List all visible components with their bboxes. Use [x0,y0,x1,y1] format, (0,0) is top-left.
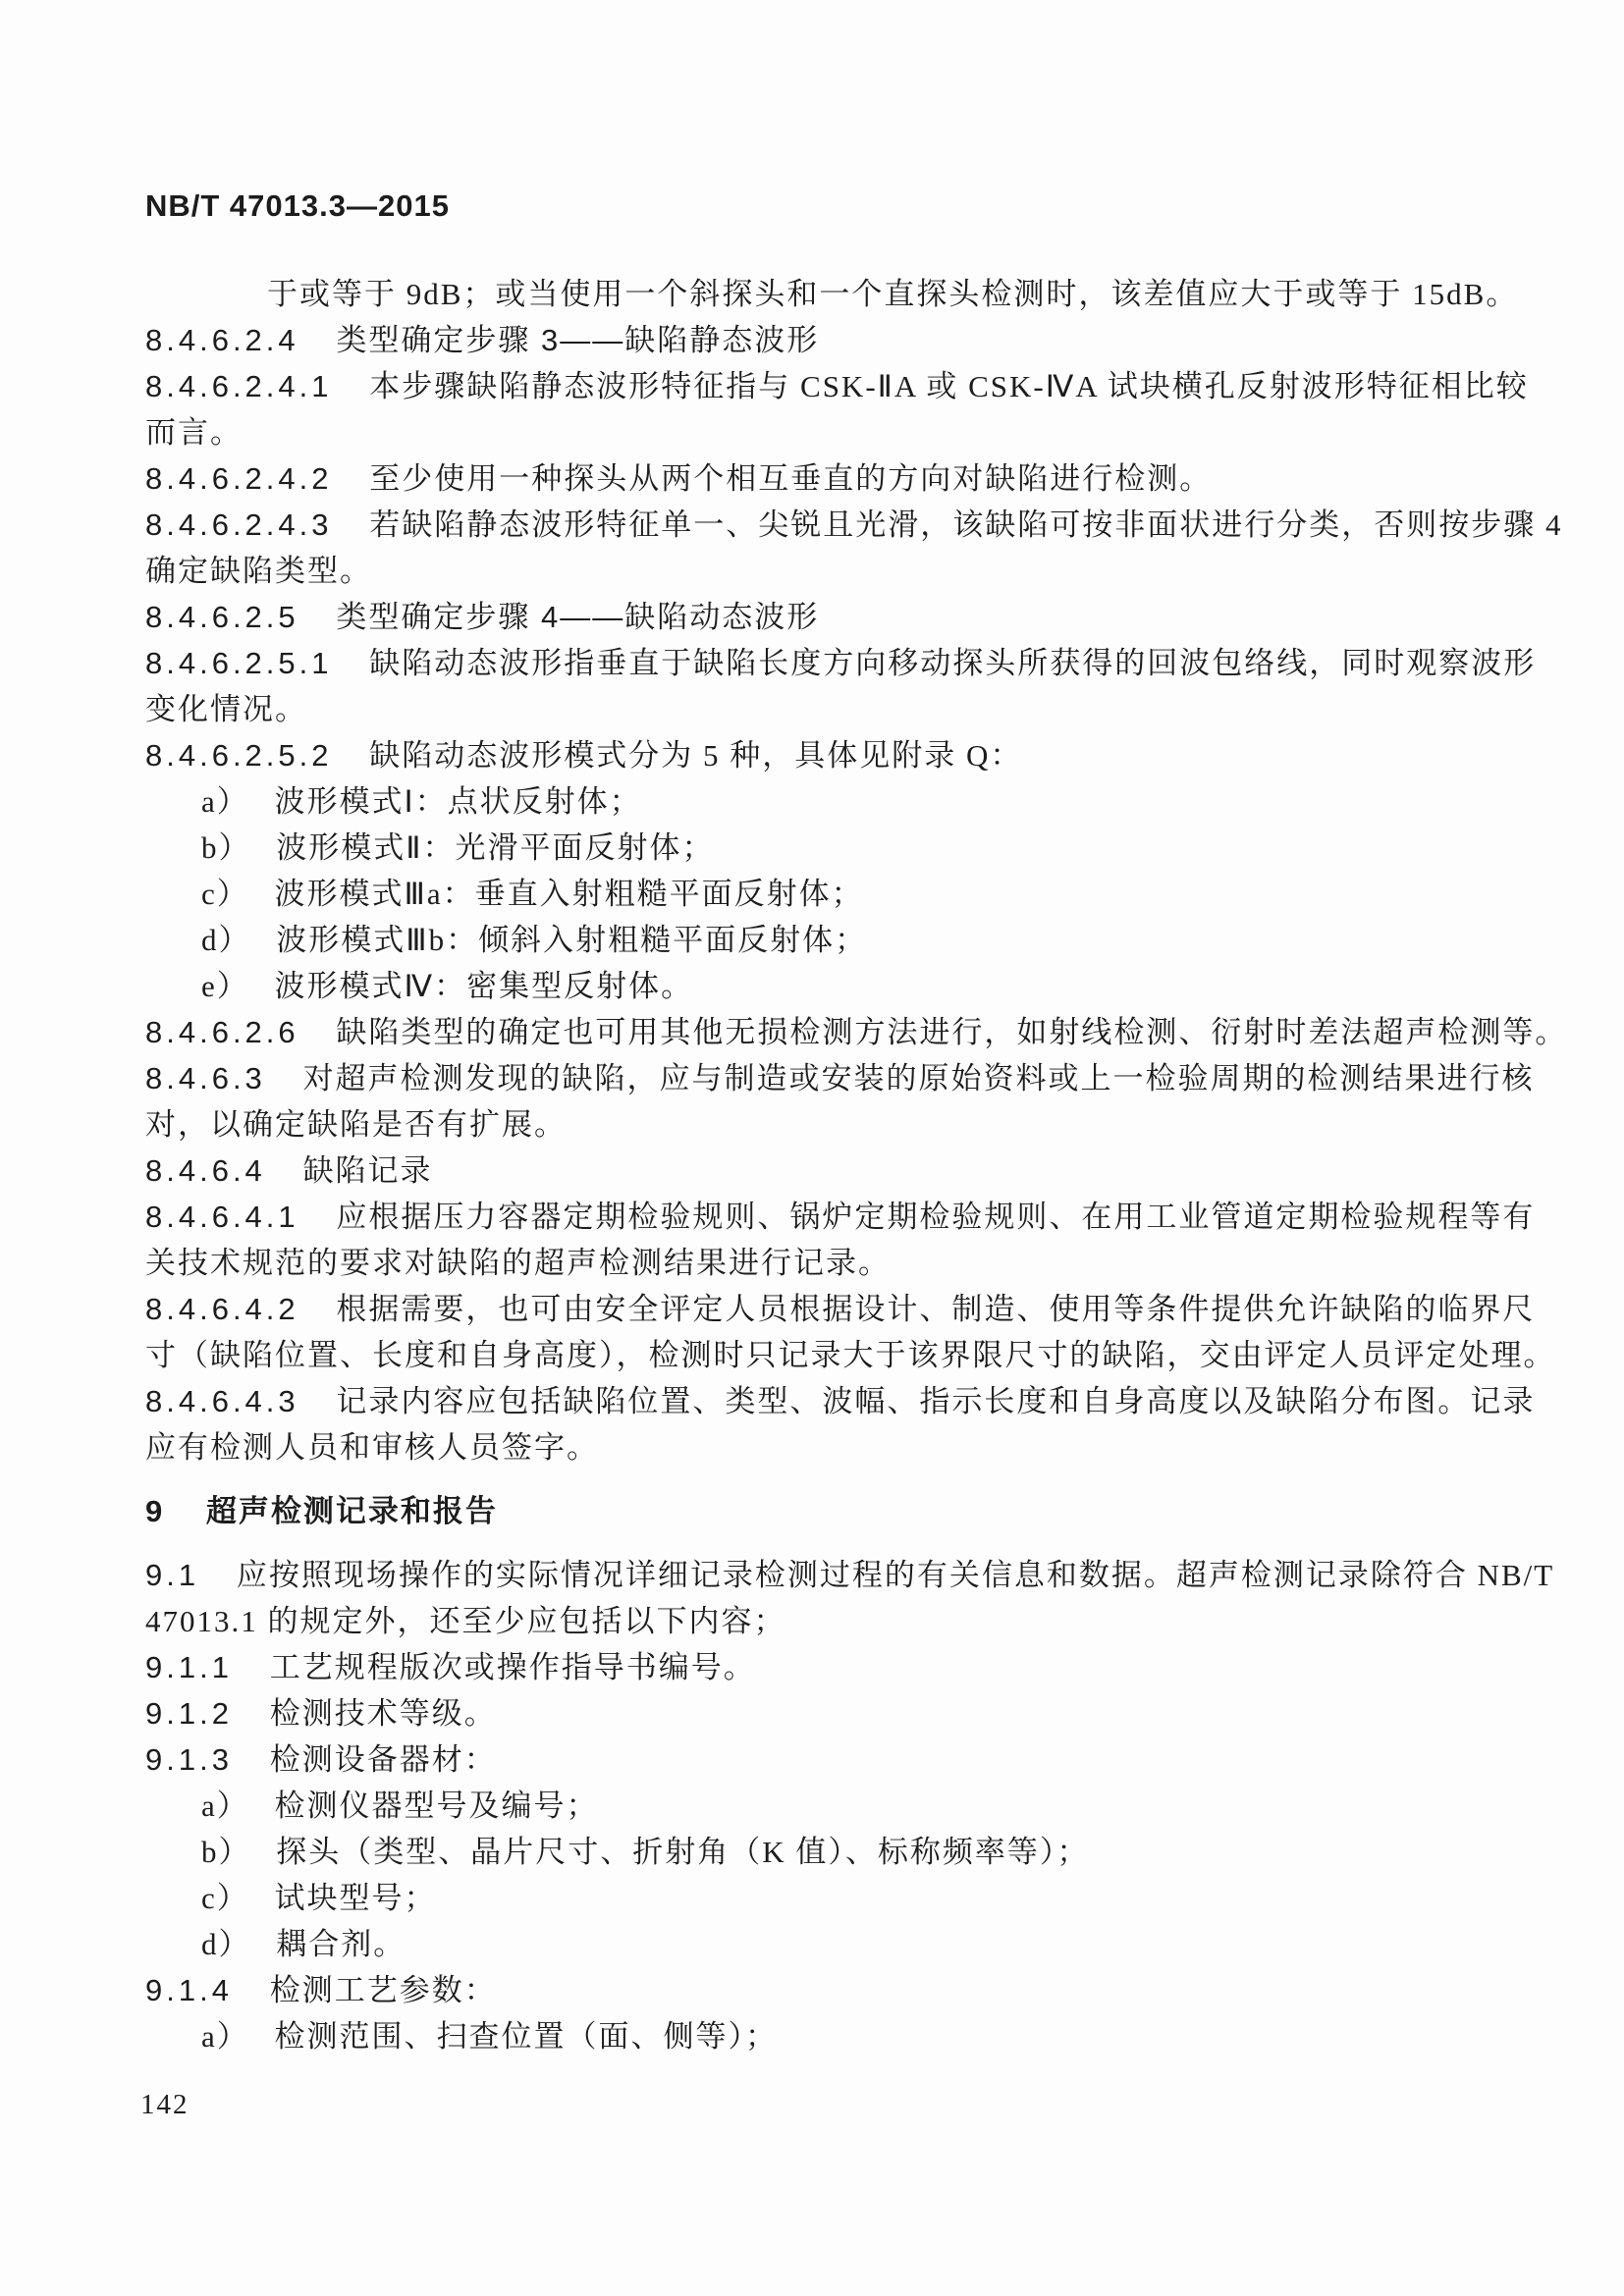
line-text: 试块型号； [274,1881,437,1915]
text-line [145,825,1540,871]
line-text: 超声检测记录和报告 [205,1494,498,1528]
text-line [145,271,1540,317]
line-text: 类型确定步骤 3——缺陷静态波形 [336,323,820,357]
line-text: 对超声检测发现的缺陷，应与制造或安装的原始资料或上一检验周期的检测结果进行核 [302,1061,1535,1095]
list-marker: d） [201,1927,251,1961]
clause-number: 8.4.6.4.1 [145,1200,299,1234]
clause-number: 9.1.3 [145,1742,233,1777]
document-body [145,271,1568,2059]
line-text: 应根据压力容器定期检验规则、锅炉定期检验规则、在用工业管道定期检验规程等有 [336,1200,1536,1234]
line-text: 检测仪器型号及编号； [274,1789,599,1823]
text-line [145,363,1540,409]
line-text: 确定缺陷类型。 [145,554,372,588]
text-line [145,1552,1555,1598]
list-marker: b） [201,830,251,865]
text-line [145,1690,1540,1736]
list-marker: a） [201,784,249,819]
text-line [145,1829,1540,1875]
text-line [145,1101,1540,1148]
line-text: 根据需要，也可由安全评定人员根据设计、制造、使用等条件提供允许缺陷的临界尺 [336,1292,1536,1326]
line-text: 探头（类型、晶片尺寸、折射角（K 值）、标称频率等）； [276,1835,1090,1869]
text-line [145,871,1540,917]
list-marker: c） [201,877,249,911]
line-text: 应按照现场操作的实际情况详细记录检测过程的有关信息和数据。超声检测记录除符合 NB/T [236,1558,1555,1592]
text-line [145,1194,1540,1240]
list-marker: d） [201,923,251,957]
text-line [145,686,1540,732]
line-text: 47013.1 的规定外，还至少应包括以下内容； [145,1604,786,1638]
line-text: 记录内容应包括缺陷位置、类型、波幅、指示长度和自身高度以及缺陷分布图。记录 [336,1384,1536,1418]
line-text: 而言。 [145,415,243,450]
text-line [145,409,1540,455]
clause-number: 8.4.6.2.5.2 [145,738,333,773]
line-text: 于或等于 9dB；或当使用一个斜探头和一个直探头检测时，该差值应大于或等于 15dB。 [267,277,1519,311]
line-text: 关技术规范的要求对缺陷的超声检测结果进行记录。 [145,1246,891,1280]
line-text: 变化情况。 [145,692,307,726]
text-line [145,1736,1540,1783]
text-line [145,732,1540,778]
clause-number: 9.1 [145,1558,200,1592]
text-line [145,1967,1540,2013]
line-text: 波形模式Ⅱ：光滑平面反射体； [276,830,715,865]
text-line [145,1286,1540,1332]
line-text: 至少使用一种探头从两个相互垂直的方向对缺陷进行检测。 [369,461,1213,496]
clause-number: 8.4.6.2.5 [145,600,299,634]
clause-number: 8.4.6.4 [145,1153,266,1188]
text-line [145,1488,1540,1534]
line-text: 应有检测人员和审核人员签字。 [145,1430,599,1465]
line-text: 类型确定步骤 4——缺陷动态波形 [336,600,820,634]
text-line [145,502,1563,548]
line-text: 检测设备器材： [269,1742,497,1777]
line-text: 波形模式Ⅲa：垂直入射粗糙平面反射体； [274,877,864,911]
list-marker: a） [201,2019,249,2054]
text-line [145,1055,1540,1101]
text-line [145,1424,1540,1470]
line-text: 检测范围、扫查位置（面、侧等）； [274,2019,779,2054]
clause-number: 9.1.2 [145,1696,233,1731]
clause-number: 8.4.6.3 [145,1061,266,1095]
line-text: 对，以确定缺陷是否有扩展。 [145,1107,567,1142]
text-line [145,1921,1540,1967]
clause-number: 8.4.6.2.4.2 [145,461,333,496]
text-line [145,1783,1540,1829]
text-line [145,1148,1540,1194]
line-text: 若缺陷静态波形特征单一、尖锐且光滑，该缺陷可按非面状进行分类，否则按步骤 4 [369,507,1563,542]
line-text: 波形模式Ⅰ：点状反射体； [274,784,642,819]
page-number: 142 [140,2089,189,2120]
clause-number: 9 [145,1494,163,1528]
clause-number: 8.4.6.4.3 [145,1384,299,1418]
text-line [145,640,1540,686]
line-text: 缺陷动态波形模式分为 5 种，具体见附录 Q： [369,738,1023,773]
text-line [145,548,1540,594]
clause-number: 8.4.6.2.4.3 [145,507,333,542]
text-line [145,1009,1568,1055]
line-text: 检测工艺参数： [269,1973,497,2007]
text-line [145,1875,1540,1921]
clause-number: 8.4.6.2.5.1 [145,646,333,680]
text-line [145,455,1540,502]
line-text: 缺陷动态波形指垂直于缺陷长度方向移动探头所获得的回波包络线，同时观察波形 [369,646,1537,680]
text-line [145,1240,1540,1286]
list-marker: a） [201,1789,249,1823]
text-line [145,917,1540,963]
clause-number: 8.4.6.2.6 [145,1015,299,1049]
line-text: 工艺规程版次或操作指导书编号。 [269,1650,756,1684]
line-text: 缺陷类型的确定也可用其他无损检测方法进行，如射线检测、衍射时差法超声检测等。 [336,1015,1568,1049]
text-line [145,317,1540,363]
text-line [145,778,1540,825]
line-text: 缺陷记录 [302,1153,433,1188]
line-text: 检测技术等级。 [269,1696,497,1731]
line-text: 波形模式Ⅲb：倾斜入射粗糙平面反射体； [276,923,868,957]
clause-number: 8.4.6.2.4.1 [145,369,333,403]
clause-number: 8.4.6.2.4 [145,323,299,357]
text-line [145,1598,1540,1644]
list-marker: e） [201,969,249,1003]
text-line [145,963,1540,1009]
list-marker: b） [201,1835,251,1869]
clause-number: 9.1.4 [145,1973,233,2007]
line-text: 耦合剂。 [276,1927,406,1961]
text-line [145,1332,1556,1378]
list-marker: c） [201,1881,249,1915]
line-text: 寸（缺陷位置、长度和自身高度），检测时只记录大于该界限尺寸的缺陷，交由评定人员评定处理。 [145,1338,1556,1372]
text-line [145,2013,1540,2059]
standard-number-header: NB/T 47013.3—2015 [145,188,450,223]
line-text: 本步骤缺陷静态波形特征指与 CSK-ⅡA 或 CSK-ⅣA 试块横孔反射波形特征相比较 [369,369,1529,403]
line-text: 波形模式Ⅳ：密集型反射体。 [274,969,694,1003]
clause-number: 9.1.1 [145,1650,233,1684]
text-line [145,1644,1540,1690]
text-line [145,594,1540,640]
text-line [145,1378,1540,1424]
clause-number: 8.4.6.4.2 [145,1292,299,1326]
